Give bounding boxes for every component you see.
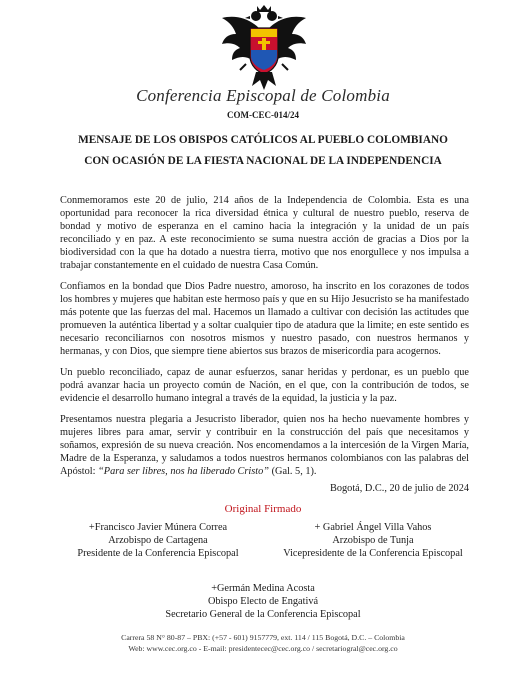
- body-paragraph-3: Un pueblo reconciliado, capaz de aunar esfuerzos, sanar heridas y perdonar, es un pueblo que podrá avanzar hacia un proyecto común de Nación, en el que, con la contribución de todos, se evidencie el desarrollo humano integral a través de la equidad, la justicia y la paz.: [60, 367, 469, 404]
- signatory-name: +Francisco Javier Múnera Correa: [88, 522, 228, 533]
- place-and-date: Bogotá, D.C., 20 de julio de 2024: [330, 483, 469, 494]
- original-signed-label: Original Firmado: [224, 503, 302, 515]
- footer-address: Carrera 58 N° 80-87 – PBX: (+57 - 601) 9157779, ext. 114 / 115 Bogotá, D.C. – Colombia: [121, 633, 405, 642]
- document-reference: COM-CEC-014/24: [227, 110, 299, 120]
- body-paragraph-1: Conmemoramos este 20 de julio, 214 años de la Independencia de Colombia. Esta es una oportunidad para reconocer la rica diversidad étnica y cultural de nuestro pueblo, reserva de bondad y motivo de esperanza en el camino hacia la integración y la unidad de un país reconciliado y en paz. A este reconocimiento se suma nuestra acción de gracias a Dios por la biodiversidad con la que ha dotado a nuestra tierra, motivo que nos enorgullece y nos impulsa a trabajar constantemente en el cuidado de nuestra Casa Común.: [60, 195, 469, 271]
- signatory-position: Secretario General de la Conferencia Episcopal: [165, 609, 361, 620]
- signature-block-secretary: [0, 582, 526, 621]
- signatory-position: Presidente de la Conferencia Episcopal: [77, 548, 239, 559]
- body-paragraph-2: Confiamos en la bondad que Dios Padre nuestro, amoroso, ha inscrito en los corazones de todos los hombres y mujeres que habitan este hermoso país y que en su Hijo Jesucristo se ha manifestado más potente que las fuerzas del mal. Hacemos un llamado a cultivar con decisión las actitudes que promueven la auténtica libertad y a soltar cualquier tipo de atadura que la limite; en este sentido es necesario reconciliarnos con nosotros mismos y nuestro pasado, con nuestros hermanos y hermanas, y con Dios, que siempre tiene abiertos sus brazos de misericordia para acogernos.: [60, 281, 469, 357]
- signatory-role: Arzobispo de Tunja: [332, 535, 414, 546]
- scripture-quote: “Para ser libres, nos ha liberado Cristo”: [98, 466, 270, 477]
- signatory-name: +Germán Medina Acosta: [211, 583, 315, 594]
- signature-block-president: [58, 521, 258, 560]
- body-paragraph-4: [60, 413, 469, 478]
- footer-web-email: Web: www.cec.org.co - E-mail: presidentecec@cec.org.co / secretariogral@cec.org.co: [128, 643, 398, 653]
- document-title-line-1: MENSAJE DE LOS OBISPOS CATÓLICOS AL PUEBLO COLOMBIANO: [78, 134, 448, 146]
- document-title-line-2: CON OCASIÓN DE LA FIESTA NACIONAL DE LA INDEPENDENCIA: [84, 155, 442, 167]
- signatory-role: Obispo Electo de Engativá: [207, 596, 319, 607]
- scripture-reference: (Gal. 5, 1).: [269, 466, 317, 477]
- signatory-role: Arzobispo de Cartagena: [108, 535, 208, 546]
- organization-name: Conferencia Episcopal de Colombia: [136, 86, 390, 105]
- paragraph-4-text: Presentamos nuestra plegaria a Jesucristo liberador, quien nos ha hecho nuevamente hombres y mujeres libres para amar, servir y contribuir en la construcción del país que necesitamos y soñamos, expresión de su nueva creación. Nos encomendamos a la intercesión de la Virgen María, Madre de la Esperanza, y saludamos a todos nuestros hermanos colombianos con las palabras del Apóstol:: [60, 414, 469, 477]
- signature-block-vicepresident: [262, 521, 484, 560]
- signatory-position: Vicepresidente de la Conferencia Episcopal: [283, 548, 463, 559]
- episcopal-eagle-coat-of-arms-icon: [216, 4, 312, 92]
- signatory-name: + Gabriel Ángel Villa Vahos: [314, 522, 432, 533]
- footer-contact: [0, 633, 526, 654]
